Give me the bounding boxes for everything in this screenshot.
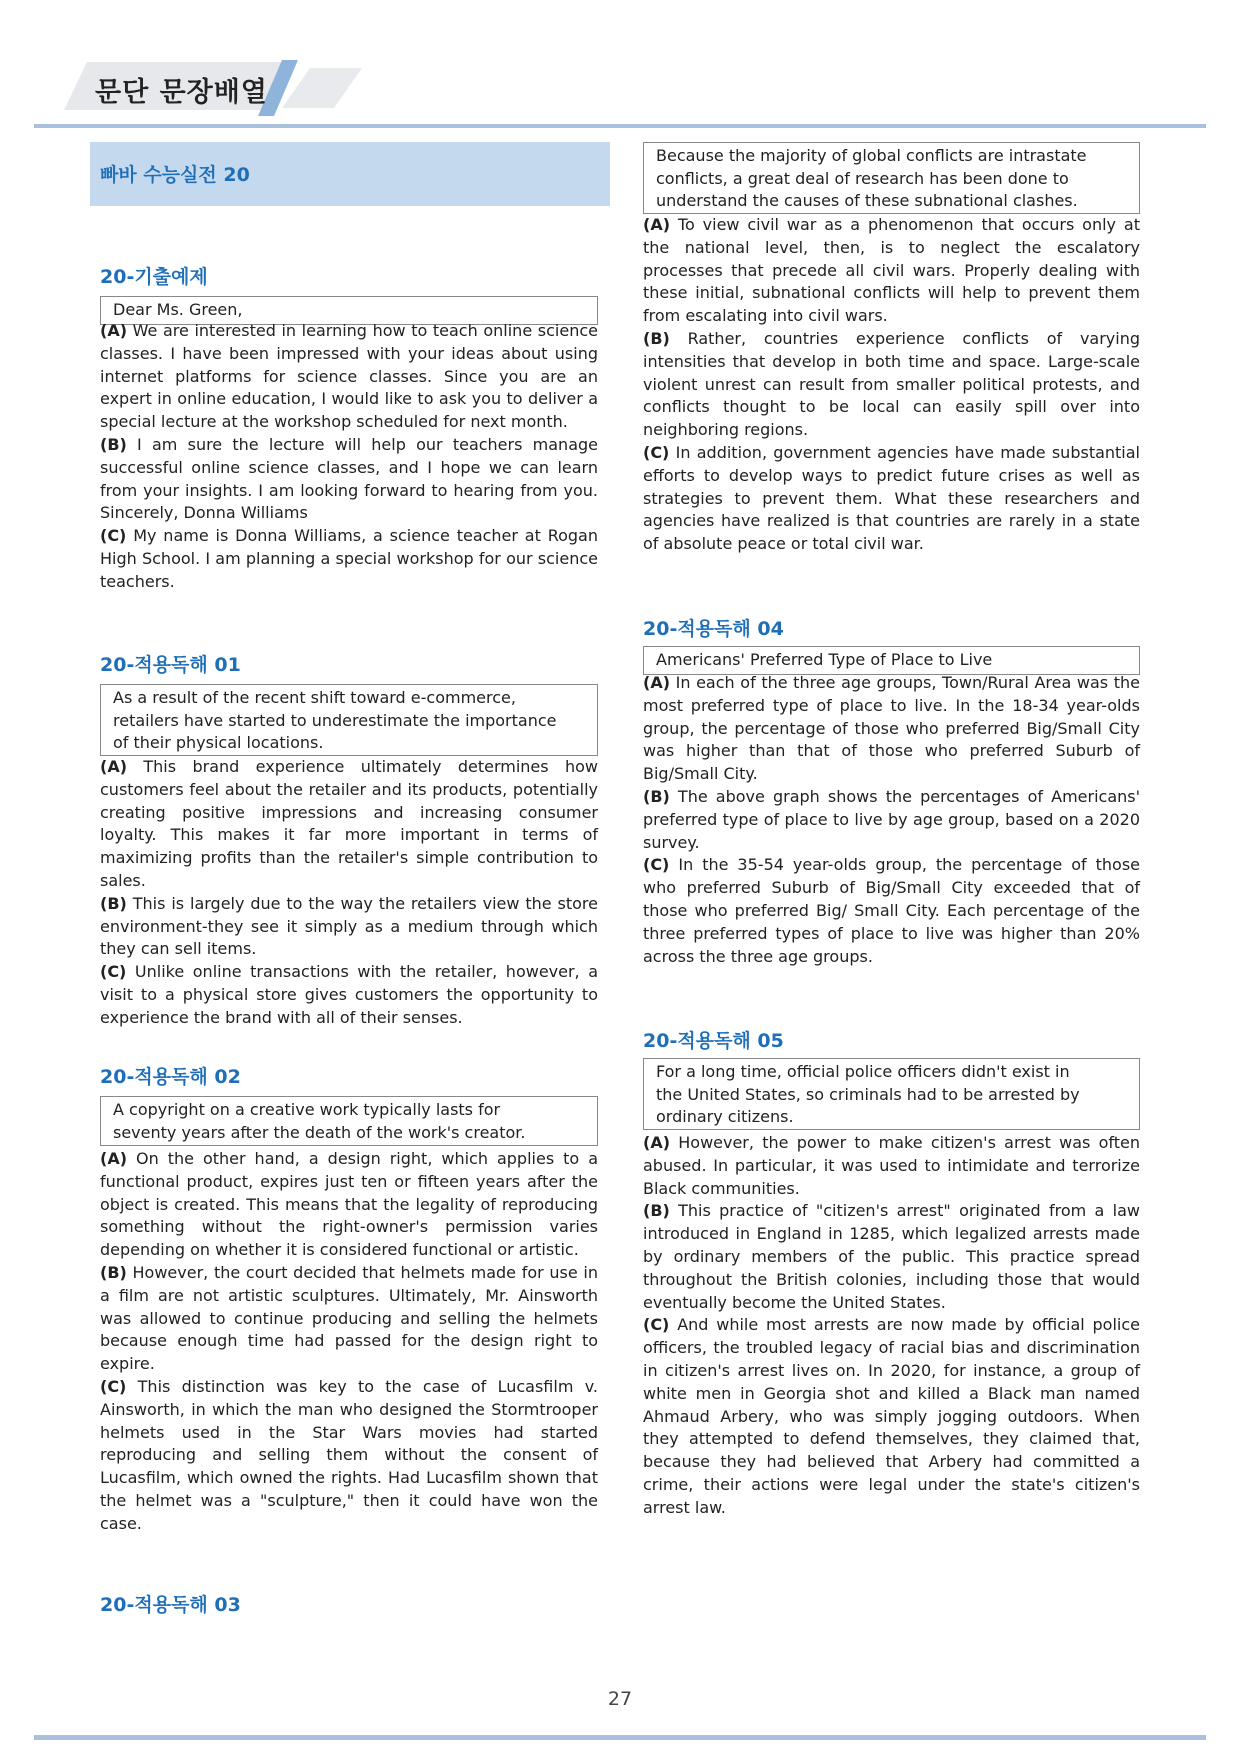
label-c: (C): [100, 1376, 127, 1396]
section-heading-example: 20-기출예제: [100, 266, 208, 288]
label-b: (B): [100, 434, 127, 454]
given-text: As a result of the recent shift toward e-commerce, retailers have started to underestimate the importance of their physical locations.: [113, 688, 557, 752]
paragraph-block-04: [643, 672, 1140, 968]
paragraph-c: [643, 1314, 1140, 1519]
text-b: Rather, countries experience conflicts of varying intensities that develop in both time and space. Large-scale violent unrest can result from smaller political protests, and conflicts thought to be local can easily spill over into neighboring regions.: [643, 328, 1140, 440]
text-a: However, the power to make citizen's arrest was often abused. In particular, it was used to intimidate and terrorize Black communities.: [643, 1133, 1140, 1198]
label-a: (A): [643, 673, 671, 692]
page-number: 27: [607, 1688, 633, 1710]
label-a: (A): [643, 215, 671, 234]
section-heading-02: 20-적용독해 02: [100, 1066, 241, 1088]
label-a: (A): [100, 757, 128, 776]
paragraph-block-01: [100, 756, 598, 1030]
given-text: Dear Ms. Green,: [113, 300, 243, 319]
page-title: 문단 문장배열: [95, 77, 268, 108]
label-c: (C): [100, 962, 127, 982]
paragraph-a: [100, 756, 598, 893]
label-a: (A): [643, 1133, 671, 1152]
given-sentence-05: [643, 1058, 1140, 1130]
text-b: This is largely due to the way the retailers view the store environment-they see it simply as a medium through which they can sell items.: [100, 893, 598, 959]
text-b: However, the court decided that helmets made for use in a film are not artistic sculptures. Ultimately, Mr. Ainsworth was allowed to continue producing and selling the helmets because enough time had passed for the design right to expire.: [100, 1262, 598, 1374]
label-b: (B): [643, 328, 670, 348]
section-heading-03: 20-적용독해 03: [100, 1594, 241, 1616]
section-heading-05: 20-적용독해 05: [643, 1030, 784, 1052]
paragraph-b: [643, 1200, 1140, 1314]
paragraph-a: [100, 320, 598, 434]
label-b: (B): [643, 786, 670, 806]
label-b: (B): [100, 1262, 127, 1282]
text-c: Unlike online transactions with the retailer, however, a visit to a physical store gives customers the opportunity to experience the brand with all of their senses.: [100, 962, 598, 1027]
label-c: (C): [643, 442, 670, 462]
given-text: For a long time, official police officers didn't exist in the United States, so criminals had to be arrested by ordinary citizens.: [656, 1062, 1080, 1126]
paragraph-c: [100, 961, 598, 1029]
paragraph-block-02: [100, 1148, 598, 1536]
paragraph-c: [100, 1376, 598, 1536]
paragraph-block-example: [100, 320, 598, 594]
text-c: And while most arrests are now made by official police officers, the troubled legacy of racial bias and discrimination in citizen's arrest lives on. In 2020, for instance, a group of white men in Georgia shot and killed a Black man named Ahmaud Arbery, who was simply jogging outdoors. When they attempted to defend themselves, they claimed that, because they had believed that Arbery had committed a crime, their actions were legal under the state's citizen's arrest law.: [643, 1315, 1140, 1517]
text-b: The above graph shows the percentages of Americans' preferred type of place to live by age group, based on a 2020 survey.: [643, 786, 1140, 852]
text-b: This practice of "citizen's arrest" originated from a law introduced in England in 1285, which legalized arrests made by ordinary members of the public. This practice spread throughout the British colonies, including those that would eventually become the United States.: [643, 1201, 1140, 1312]
paragraph-c: [643, 442, 1140, 556]
given-sentence-03: [643, 142, 1140, 214]
given-sentence-04: [643, 646, 1140, 675]
given-sentence-02: [100, 1096, 598, 1146]
paragraph-block-05: [643, 1132, 1140, 1520]
text-a: We are interested in learning how to teach online science classes. I have been impressed with your ideas about using internet platforms for science classes. Since you are an expert in online education, I would like to ask you to deliver a special lecture at the workshop scheduled for next month.: [100, 321, 598, 432]
text-a: In each of the three age groups, Town/Rural Area was the most preferred type of place to live. In the 18-34 year-olds group, the percentage of those who preferred Big/Small City was higher than that of those who preferred Suburb of Big/Small City.: [643, 673, 1140, 784]
label-c: (C): [643, 855, 670, 875]
given-text: A copyright on a creative work typically lasts for seventy years after the death of the work's creator.: [113, 1100, 526, 1142]
header-divider: [34, 124, 1206, 128]
section-heading-04: 20-적용독해 04: [643, 618, 784, 640]
label-b: (B): [100, 893, 127, 913]
paragraph-c: [643, 854, 1140, 968]
paragraph-a: [643, 672, 1140, 786]
paragraph-c: [100, 525, 598, 593]
paragraph-b: [643, 328, 1140, 442]
label-a: (A): [100, 321, 128, 340]
paragraph-block-03: [643, 214, 1140, 556]
text-a: On the other hand, a design right, which applies to a functional product, expires just ten or fifteen years after the object is created. This means that the legality of reproducing something without the right-owner's permission varies depending on whether it is considered functional or artistic.: [100, 1149, 598, 1260]
text-c: This distinction was key to the case of Lucasfilm v. Ainsworth, in which the man who designed the Stormtrooper helmets used in the Star Wars movies had started reproducing and selling them without the consent of Lucasfilm, which owned the rights. Had Lucasfilm shown that the helmet was a "sculpture," then it could have won the case.: [100, 1376, 598, 1533]
label-b: (B): [643, 1201, 670, 1221]
paragraph-a: [100, 1148, 598, 1262]
given-text: Because the majority of global conflicts are intrastate conflicts, a great deal of research has been done to understand the causes of these subnational clashes.: [656, 146, 1087, 210]
text-c: In the 35-54 year-olds group, the percentage of those who preferred Suburb of Big/Small City exceeded that of those who preferred Big/ Small City. Each percentage of the three preferred types of place to live was higher than 20% across the three age groups.: [643, 855, 1140, 966]
paragraph-b: [100, 434, 598, 525]
text-a: To view civil war as a phenomenon that occurs only at the national level, then, is to neglect the escalatory processes that precede all civil wars. Properly dealing with these initial, subnational conflicts will help to prevent them from escalating into civil wars.: [643, 215, 1140, 326]
paragraph-b: [100, 893, 598, 961]
given-text: Americans' Preferred Type of Place to Live: [656, 650, 993, 669]
header-accent-tail: [282, 68, 362, 108]
text-c: In addition, government agencies have made substantial efforts to develop ways to predict future crises as well as strategies to prevent them. What these researchers and agencies have realized is that countries are rarely in a state of absolute peace or total civil war.: [643, 442, 1140, 554]
section-heading-01: 20-적용독해 01: [100, 654, 241, 676]
text-a: This brand experience ultimately determines how customers feel about the retailer and its products, potentially creating positive impressions and increasing consumer loyalty. This makes it far more important in terms of maximizing profits than the retailer's simple contribution to sales.: [100, 757, 598, 890]
label-c: (C): [100, 526, 127, 546]
footer-divider: [34, 1735, 1206, 1740]
paragraph-b: [100, 1262, 598, 1376]
label-c: (C): [643, 1315, 670, 1335]
text-b: I am sure the lecture will help our teachers manage successful online science classes, and I hope we can learn from your insights. I am looking forward to hearing from you. Sincerely, Donna Williams: [100, 434, 598, 523]
unit-title: 빠바 수능실전 20: [100, 164, 250, 186]
paragraph-a: [643, 214, 1140, 328]
label-a: (A): [100, 1149, 128, 1168]
text-c: My name is Donna Williams, a science teacher at Rogan High School. I am planning a special workshop for our science teachers.: [100, 526, 598, 591]
paragraph-a: [643, 1132, 1140, 1200]
given-sentence-01: [100, 684, 598, 756]
paragraph-b: [643, 786, 1140, 854]
